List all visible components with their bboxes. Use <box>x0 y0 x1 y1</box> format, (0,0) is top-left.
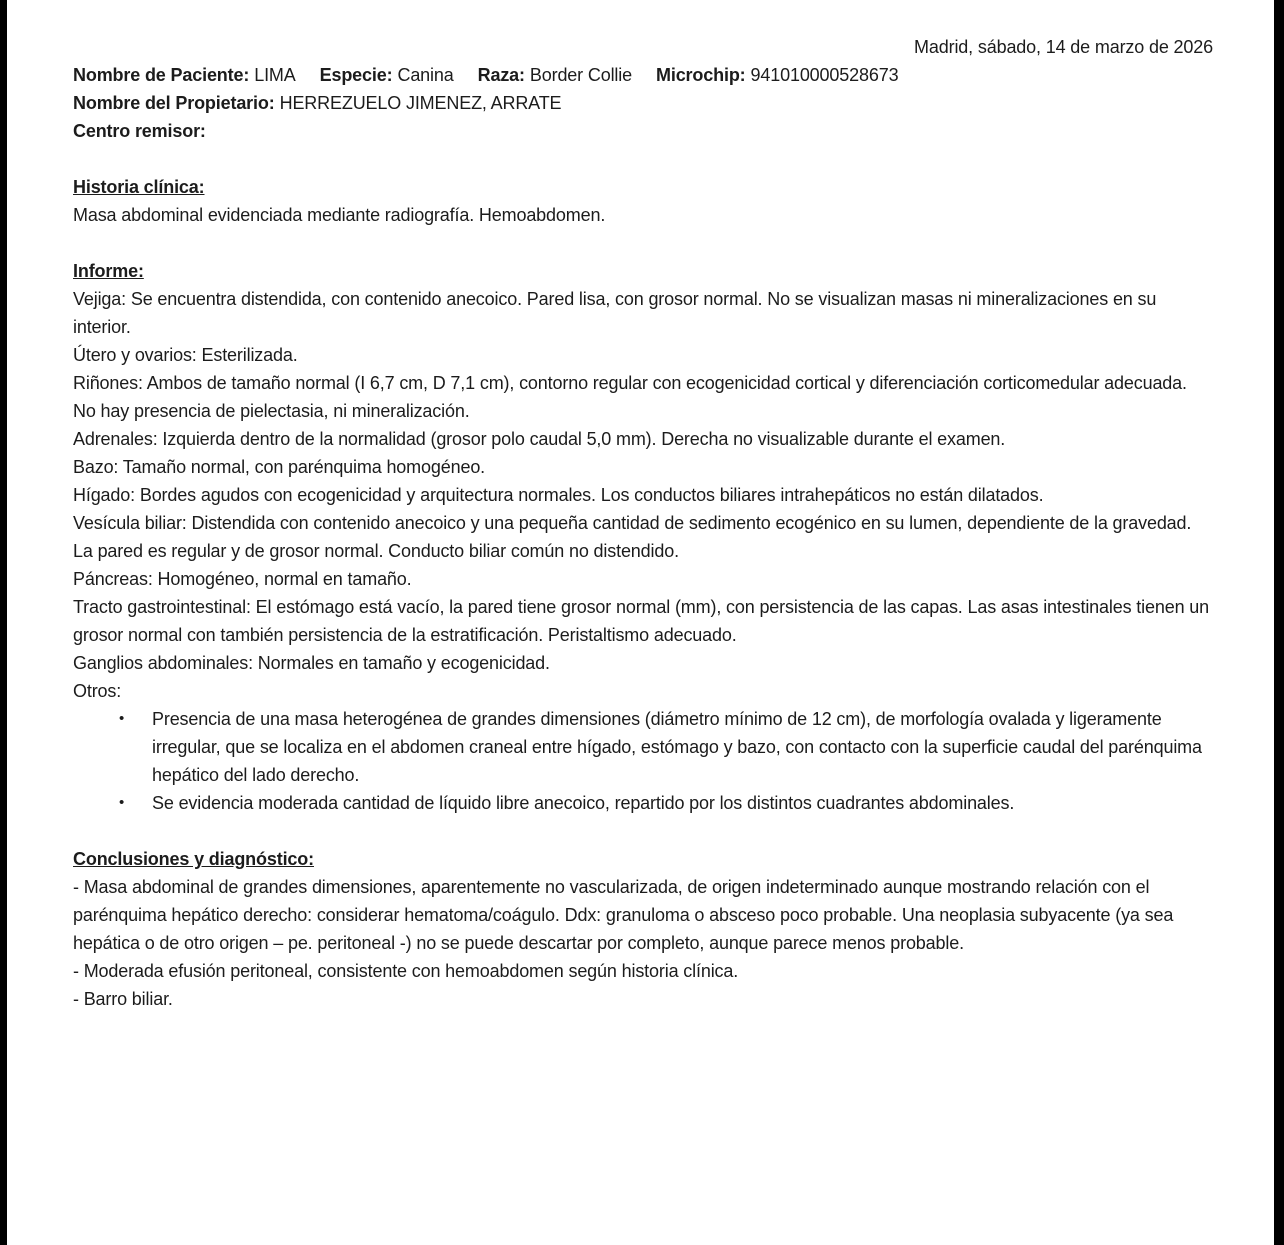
referring-center-line <box>73 117 1213 145</box>
patient-name-value: LIMA <box>254 65 296 85</box>
patient-name-label: Nombre de Paciente: <box>73 65 250 85</box>
report-finding-adrenals: Adrenales: Izquierda dentro de la normalidad (grosor polo caudal 5,0 mm). Derecha no visualizable durante el examen. <box>73 429 1006 449</box>
others-bullet-mass: • Presencia de una masa heterogénea de grandes dimensiones (diámetro mínimo de 12 cm), de morfología ovalada y ligeramente irregular, que se localiza en el abdomen craneal entre hígado, estómago y bazo, con contacto con la superficie caudal del parénquima hepático del lado derecho. <box>73 705 1213 789</box>
owner-label: Nombre del Propietario: <box>73 93 275 113</box>
report-finding-spleen: Bazo: Tamaño normal, con parénquima homogéneo. <box>73 457 486 477</box>
report-finding-gallbladder: Vesícula biliar: Distendida con contenido anecoico y una pequeña cantidad de sedimento ecogénico en su lumen, dependiente de la gravedad. La pared es regular y de grosor normal. Conducto biliar común no distendido. <box>73 513 1192 561</box>
others-bullet-list <box>73 705 1213 817</box>
patient-info-line <box>73 61 1213 89</box>
report-finding-liver: Hígado: Bordes agudos con ecogenicidad y arquitectura normales. Los conductos biliares intrahepáticos no están dilatados. <box>73 485 1044 505</box>
owner-info-line <box>73 89 1213 117</box>
report-finding-uterus: Útero y ovarios: Esterilizada. <box>73 345 298 365</box>
species-group <box>320 65 454 85</box>
report-finding-bladder: Vejiga: Se encuentra distendida, con contenido anecoico. Pared lisa, con grosor normal. No se visualizan masas ni mineralizaciones en su interior. <box>73 289 1157 337</box>
microchip-label: Microchip: <box>656 65 746 85</box>
conclusion-item-sludge: - Barro biliar. <box>73 989 173 1009</box>
report-finding-lymph-nodes: Ganglios abdominales: Normales en tamaño y ecogenicidad. <box>73 653 550 673</box>
history-text: Masa abdominal evidenciada mediante radiografía. Hemoabdomen. <box>73 205 606 225</box>
report-heading: Informe: <box>73 261 144 281</box>
others-label: Otros: <box>73 681 122 701</box>
breed-label: Raza: <box>477 65 525 85</box>
referring-center-label: Centro remisor: <box>73 121 206 141</box>
history-heading: Historia clínica: <box>73 177 205 197</box>
report-finding-gi-tract: Tracto gastrointestinal: El estómago está vacío, la pared tiene grosor normal (mm), con persistencia de las capas. Las asas intestinales tienen un grosor normal con también persistencia de la estratificación. Peristaltismo adecuado. <box>73 597 1210 645</box>
species-value: Canina <box>397 65 454 85</box>
conclusion-item-mass: - Masa abdominal de grandes dimensiones, aparentemente no vascularizada, de origen indeterminado aunque mostrando relación con el parénquima hepático derecho: considerar hematoma/coágulo. Ddx: granuloma o absceso poco probable. Una neoplasia subyacente (ya sea hepática o de otro origen – pe. peritoneal -) no se puede descartar por completo, aunque parece menos probable. <box>73 877 1174 953</box>
species-label: Especie: <box>319 65 393 85</box>
breed-group <box>478 65 632 85</box>
history-section <box>73 173 1213 229</box>
conclusion-item-effusion: - Moderada efusión peritoneal, consistente con hemoabdomen según historia clínica. <box>73 961 739 981</box>
microchip-group <box>656 65 898 85</box>
microchip-value: 941010000528673 <box>750 65 899 85</box>
owner-value: HERREZUELO JIMENEZ, ARRATE <box>279 93 562 113</box>
report-section <box>73 257 1213 817</box>
date-line: Madrid, sábado, 14 de marzo de 2026 <box>914 37 1213 57</box>
report-content <box>73 33 1213 1013</box>
patient-name-group <box>73 65 296 85</box>
breed-value: Border Collie <box>529 65 632 85</box>
report-finding-kidneys: Riñones: Ambos de tamaño normal (I 6,7 cm, D 7,1 cm), contorno regular con ecogenicidad cortical y diferenciación corticomedular adecuada. No hay presencia de pielectasia, ni mineralización. <box>73 373 1187 421</box>
scan-edge-left <box>0 0 7 1245</box>
conclusions-heading: Conclusiones y diagnóstico: <box>73 849 314 869</box>
scan-edge-right <box>1274 0 1284 1245</box>
conclusions-section <box>73 845 1213 1013</box>
report-finding-pancreas: Páncreas: Homogéneo, normal en tamaño. <box>73 569 412 589</box>
others-bullet-fluid: • Se evidencia moderada cantidad de líquido libre anecoico, repartido por los distintos cuadrantes abdominales. <box>73 789 1213 817</box>
